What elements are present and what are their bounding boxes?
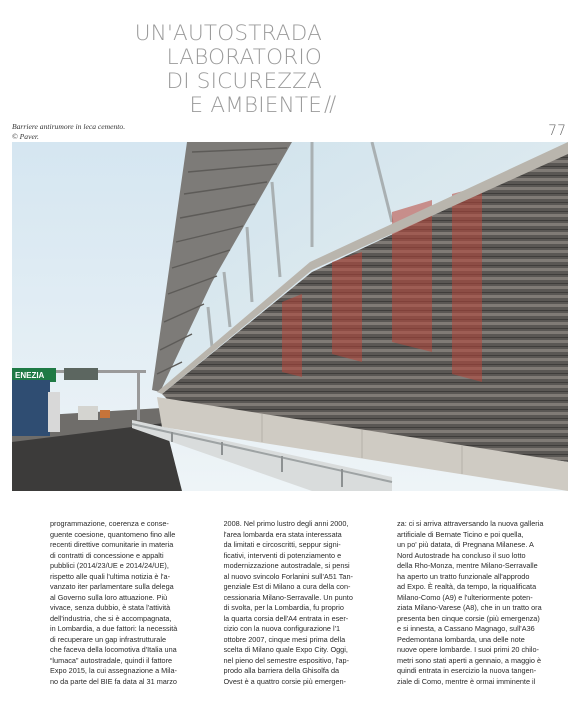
title-line: LABORATORIO: [166, 45, 322, 70]
photo-caption: Barriere antirumore in leca cemento. © Paver.: [12, 122, 126, 141]
sign-text: ENEZIA: [15, 371, 45, 380]
title-line: DI SICUREZZA: [166, 69, 322, 94]
truck: [12, 380, 50, 436]
page-number: 77: [548, 123, 566, 139]
article-photo: [12, 142, 568, 491]
title-line: UN'AUTOSTRADA: [134, 21, 322, 46]
article-title: [135, 22, 322, 118]
title-decoration: //: [324, 92, 335, 116]
text-column: programmazione, coerenza e conse- guente coesione, quantomeno fino alle recenti direttive comunitarie in materia di contratti di concessione e appalti pubblici (2014/23/UE e 2014/24/UE), rispetto alle quali l'ultima notizia è l'a- vanzato iter parlamentare sulla delega al Governo sulla loro attuazione. Più vivace, senza dubbio, è stata l'attività dell'industria, che si è accompagnata, in Lombardia, a due fattori: la necessità di recuperare un gap infrastrutturale che faceva della locomotiva d'Italia una “lumaca” autostradale, quindi il fattore Expo 2015, la cui assegnazione a Mila- no da parte del BIE fa data al 31 marzo: [50, 519, 178, 686]
title-line: E AMBIENTE: [189, 93, 322, 118]
text-column: 2008. Nel primo lustro degli anni 2000, l'area lombarda era stata interessata da limitati e circoscritti, seppur signi- ficativi, interventi di potenziamento e modernizzazione autostradale, si pensi al nuovo svincolo Forlanini sull'A51 Tan- genziale Est di Milano a cura della con- cessionaria Milano-Serravalle. Un punto di svolta, per la Lombardia, fu proprio la quarta corsia dell'A4 entrata in eser- cizio con la nuova configurazione l'1 ottobre 2007, cinque mesi prima della scelta di Milano quale Expo City. Oggi, nel pieno del semestre espositivo, l'ap- prodo alla barriera della Ghisolfa da Ovest è a quattro corsie più emergen-: [223, 519, 353, 686]
text-column: za: ci si arriva attraversando la nuova galleria artificiale di Bernate Ticino e poi quella, un po' più datata, di Pregnana Milanese. A Nord Autostrade ha concluso il suo lotto della Rho-Monza, mentre Milano-Serravalle ha aperto un tratto funzionale all'approdo ad Expo. È realtà, da tempo, la riqualificata Milano-Como (A9) e l'ulteriormente poten- ziata Milano-Varese (A8), che in un tratto ora presenta ben cinque corsie (più emergenza) e si innesta, a Cassano Magnago, sull'A36 Pedemontana lombarda, una delle note nuove opere lombarde. I suoi primi 20 chilo- metri sono stati aperti a gennaio, a maggio è quindi entrata in esercizio la nuova tangen- ziale di Como, mentre è ormai imminente il: [397, 519, 544, 686]
article-body: [50, 519, 544, 709]
